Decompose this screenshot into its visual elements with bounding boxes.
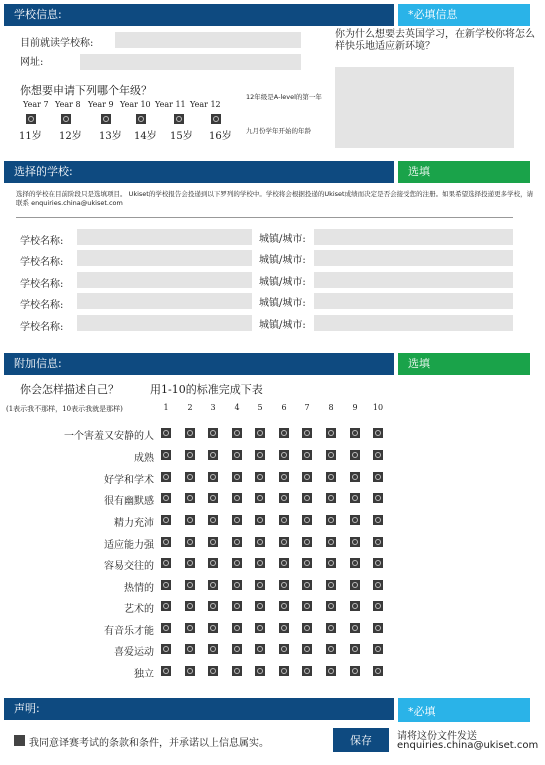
scale-number: 9 (352, 403, 358, 412)
rating-radio[interactable] (185, 450, 195, 460)
trait-label: 有音乐才能 (104, 626, 154, 637)
school-name-label: 学校名称: (20, 236, 64, 247)
rating-radio[interactable] (185, 515, 195, 525)
trait-label: 独立 (134, 669, 154, 680)
rating-radio[interactable] (161, 644, 171, 654)
scale-instruction: 用1-10的标准完成下表 (150, 383, 263, 396)
rating-radio[interactable] (255, 493, 265, 503)
grade-radio-year11[interactable] (174, 114, 184, 124)
rating-radio[interactable] (208, 601, 218, 611)
current-school-label: 目前就读学校称: (20, 38, 94, 49)
rating-radio[interactable] (255, 515, 265, 525)
rating-radio[interactable] (326, 472, 336, 482)
school-name-label: 学校名称: (20, 322, 64, 333)
school-name-input[interactable] (77, 229, 252, 245)
rating-radio[interactable] (232, 644, 242, 654)
trait-label: 适应能力强 (104, 540, 154, 551)
rating-radio[interactable] (302, 472, 312, 482)
rating-radio[interactable] (185, 644, 195, 654)
trait-label: 容易交往的 (104, 561, 154, 572)
school-name-input[interactable] (77, 315, 252, 331)
rating-radio[interactable] (232, 515, 242, 525)
rating-radio[interactable] (232, 666, 242, 676)
rating-radio[interactable] (350, 493, 360, 503)
trait-label: 一个害羞又安静的人 (64, 431, 154, 442)
save-button[interactable]: 保存 (333, 728, 389, 752)
url-label: 网址: (20, 57, 44, 68)
rating-radio[interactable] (232, 537, 242, 547)
trait-label: 热情的 (124, 583, 154, 594)
age-label: 14岁 (134, 131, 157, 142)
rating-radio[interactable] (373, 644, 383, 654)
agree-text: 我同意译赛考试的条款和条件，并承诺以上信息属实。 (29, 738, 269, 749)
rating-radio[interactable] (208, 558, 218, 568)
rating-radio[interactable] (302, 558, 312, 568)
declaration-header: 声明: (4, 698, 394, 720)
rating-radio[interactable] (373, 493, 383, 503)
school-name-input[interactable] (77, 272, 252, 288)
rating-radio[interactable] (350, 472, 360, 482)
rating-radio[interactable] (373, 580, 383, 590)
year-label: Year 7 (23, 100, 49, 109)
rating-radio[interactable] (161, 428, 171, 438)
city-input[interactable] (314, 229, 513, 245)
rating-radio[interactable] (232, 623, 242, 633)
optional-tag: 选填 (398, 353, 530, 375)
rating-radio[interactable] (185, 558, 195, 568)
rating-radio[interactable] (161, 537, 171, 547)
school-name-label: 学校名称: (20, 279, 64, 290)
rating-radio[interactable] (185, 601, 195, 611)
scale-number: 2 (187, 403, 193, 412)
rating-radio[interactable] (185, 537, 195, 547)
rating-radio[interactable] (326, 515, 336, 525)
rating-radio[interactable] (326, 450, 336, 460)
send-email[interactable]: enquiries.china@ukiset.com (397, 740, 539, 751)
age-label: 12岁 (59, 131, 82, 142)
age-label: 11岁 (19, 131, 42, 142)
required-info-tag: *必填信息 (398, 4, 530, 26)
rating-radio[interactable] (185, 493, 195, 503)
rating-radio[interactable] (350, 537, 360, 547)
grade-question: 你想要申请下列哪个年级？ (20, 84, 152, 97)
rating-radio[interactable] (302, 515, 312, 525)
rating-radio[interactable] (373, 666, 383, 676)
rating-radio[interactable] (232, 428, 242, 438)
rating-radio[interactable] (185, 580, 195, 590)
school-name-label: 学校名称: (20, 300, 64, 311)
rating-radio[interactable] (302, 537, 312, 547)
rating-radio[interactable] (185, 472, 195, 482)
rating-radio[interactable] (208, 666, 218, 676)
rating-radio[interactable] (279, 601, 289, 611)
rating-radio[interactable] (232, 450, 242, 460)
rating-radio[interactable] (373, 537, 383, 547)
school-info-header: 学校信息: (4, 4, 394, 26)
city-input[interactable] (314, 272, 513, 288)
scale-number: 5 (257, 403, 263, 412)
rating-radio[interactable] (279, 558, 289, 568)
rating-radio[interactable] (373, 623, 383, 633)
rating-radio[interactable] (350, 644, 360, 654)
rating-radio[interactable] (326, 601, 336, 611)
school-name-input[interactable] (77, 293, 252, 309)
grade-radio-year9[interactable] (101, 114, 111, 124)
rating-radio[interactable] (373, 450, 383, 460)
scale-note: (1表示我不那样，10表示我就是那样) (6, 405, 123, 413)
rating-radio[interactable] (161, 450, 171, 460)
rating-radio[interactable] (232, 472, 242, 482)
rating-radio[interactable] (208, 493, 218, 503)
rating-radio[interactable] (302, 601, 312, 611)
grade-radio-year7[interactable] (26, 114, 36, 124)
year-label: Year 11 (155, 100, 186, 109)
rating-radio[interactable] (255, 666, 265, 676)
rating-radio[interactable] (326, 666, 336, 676)
current-school-input[interactable] (115, 32, 301, 48)
rating-radio[interactable] (373, 472, 383, 482)
rating-radio[interactable] (161, 472, 171, 482)
optional-tag: 选填 (398, 161, 530, 183)
age-note: 九月份学年开始的年龄 (246, 127, 311, 135)
describe-question: 你会怎样描述自己？ (20, 383, 119, 396)
school-name-label: 学校名称: (20, 257, 64, 268)
rating-radio[interactable] (255, 450, 265, 460)
rating-radio[interactable] (255, 428, 265, 438)
rating-radio[interactable] (279, 450, 289, 460)
rating-radio[interactable] (208, 644, 218, 654)
age-label: 16岁 (209, 131, 232, 142)
city-label: 城镇/城市: (259, 298, 306, 309)
rating-radio[interactable] (255, 537, 265, 547)
rating-radio[interactable] (208, 537, 218, 547)
rating-radio[interactable] (255, 601, 265, 611)
additional-info-header: 附加信息: (4, 353, 394, 375)
grade-radio-year10[interactable] (136, 114, 146, 124)
rating-radio[interactable] (373, 601, 383, 611)
rating-radio[interactable] (208, 428, 218, 438)
city-input[interactable] (314, 315, 513, 331)
trait-label: 喜爱运动 (114, 647, 154, 658)
rating-radio[interactable] (161, 580, 171, 590)
year-label: Year 9 (88, 100, 114, 109)
rating-radio[interactable] (279, 666, 289, 676)
rating-radio[interactable] (161, 558, 171, 568)
city-label: 城镇/城市: (259, 234, 306, 245)
grade-radio-year12[interactable] (211, 114, 221, 124)
city-label: 城镇/城市: (259, 320, 306, 331)
rating-radio[interactable] (161, 623, 171, 633)
trait-label: 成熟 (134, 453, 154, 464)
scale-number: 10 (372, 403, 384, 412)
city-input[interactable] (314, 293, 513, 309)
trait-label: 精力充沛 (114, 518, 154, 529)
chosen-schools-description: 选择的学校在目前阶段只是选填项目。 Ukiset的学校报告会投递到以下罗列的学校中。学校将会根据投递的Ukiset成绩而决定是否会接受您的注册。如果希望选择投递更多学校，请联系 enquiries.china@ukiset.com (16, 190, 534, 207)
rating-radio[interactable] (302, 666, 312, 676)
rating-radio[interactable] (326, 644, 336, 654)
rating-radio[interactable] (302, 644, 312, 654)
rating-radio[interactable] (302, 580, 312, 590)
rating-radio[interactable] (185, 428, 195, 438)
rating-radio[interactable] (208, 580, 218, 590)
rating-radio[interactable] (208, 623, 218, 633)
chosen-schools-header: 选择的学校: (4, 161, 394, 183)
rating-radio[interactable] (279, 428, 289, 438)
divider (16, 217, 513, 218)
age-label: 13岁 (99, 131, 122, 142)
rating-radio[interactable] (326, 428, 336, 438)
rating-radio[interactable] (279, 623, 289, 633)
rating-radio[interactable] (326, 558, 336, 568)
rating-radio[interactable] (279, 515, 289, 525)
rating-radio[interactable] (279, 644, 289, 654)
rating-radio[interactable] (350, 515, 360, 525)
rating-radio[interactable] (208, 472, 218, 482)
rating-radio[interactable] (161, 666, 171, 676)
rating-radio[interactable] (279, 580, 289, 590)
rating-radio[interactable] (373, 428, 383, 438)
trait-label: 很有幽默感 (104, 496, 154, 507)
scale-number: 1 (163, 403, 169, 412)
rating-radio[interactable] (232, 601, 242, 611)
rating-radio[interactable] (279, 472, 289, 482)
rating-radio[interactable] (350, 580, 360, 590)
scale-number: 6 (281, 403, 287, 412)
rating-radio[interactable] (350, 666, 360, 676)
agree-checkbox[interactable] (14, 735, 25, 746)
year-label: Year 12 (190, 100, 221, 109)
rating-radio[interactable] (161, 601, 171, 611)
city-input[interactable] (314, 250, 513, 266)
rating-radio[interactable] (185, 666, 195, 676)
school-name-input[interactable] (77, 250, 252, 266)
grade-radio-year8[interactable] (61, 114, 71, 124)
rating-radio[interactable] (279, 493, 289, 503)
rating-radio[interactable] (232, 580, 242, 590)
age-label: 15岁 (170, 131, 193, 142)
scale-number: 3 (210, 403, 216, 412)
rating-radio[interactable] (255, 558, 265, 568)
scale-number: 7 (304, 403, 310, 412)
why-answer-box[interactable] (335, 67, 514, 148)
url-input[interactable] (80, 54, 301, 70)
scale-number: 4 (234, 403, 240, 412)
rating-radio[interactable] (350, 623, 360, 633)
rating-radio[interactable] (208, 450, 218, 460)
rating-radio[interactable] (302, 623, 312, 633)
rating-radio[interactable] (326, 623, 336, 633)
rating-radio[interactable] (185, 623, 195, 633)
rating-radio[interactable] (161, 493, 171, 503)
rating-radio[interactable] (373, 558, 383, 568)
rating-radio[interactable] (350, 558, 360, 568)
rating-radio[interactable] (232, 493, 242, 503)
rating-radio[interactable] (326, 493, 336, 503)
city-label: 城镇/城市: (259, 255, 306, 266)
rating-radio[interactable] (302, 450, 312, 460)
rating-radio[interactable] (302, 428, 312, 438)
rating-radio[interactable] (373, 515, 383, 525)
trait-label: 艺术的 (124, 604, 154, 615)
why-question: 你为什么想要去英国学习，在新学校你将怎么样快乐地适应新环境？ (335, 29, 535, 52)
trait-label: 好学和学术 (104, 475, 154, 486)
rating-radio[interactable] (255, 472, 265, 482)
rating-radio[interactable] (326, 580, 336, 590)
rating-radio[interactable] (302, 493, 312, 503)
rating-radio[interactable] (350, 428, 360, 438)
rating-radio[interactable] (161, 515, 171, 525)
year-label: Year 8 (55, 100, 81, 109)
required-tag: *必填 (398, 698, 530, 722)
rating-radio[interactable] (232, 558, 242, 568)
year-label: Year 10 (120, 100, 151, 109)
rating-radio[interactable] (208, 515, 218, 525)
rating-radio[interactable] (350, 450, 360, 460)
alevel-note: 12年级是A-level的第一年 (246, 93, 322, 101)
send-instruction: 请将这份文件发送 (397, 731, 477, 742)
rating-radio[interactable] (350, 601, 360, 611)
rating-radio[interactable] (255, 623, 265, 633)
rating-radio[interactable] (326, 537, 336, 547)
scale-number: 8 (328, 403, 334, 412)
rating-radio[interactable] (255, 580, 265, 590)
city-label: 城镇/城市: (259, 277, 306, 288)
rating-radio[interactable] (255, 644, 265, 654)
rating-radio[interactable] (279, 537, 289, 547)
